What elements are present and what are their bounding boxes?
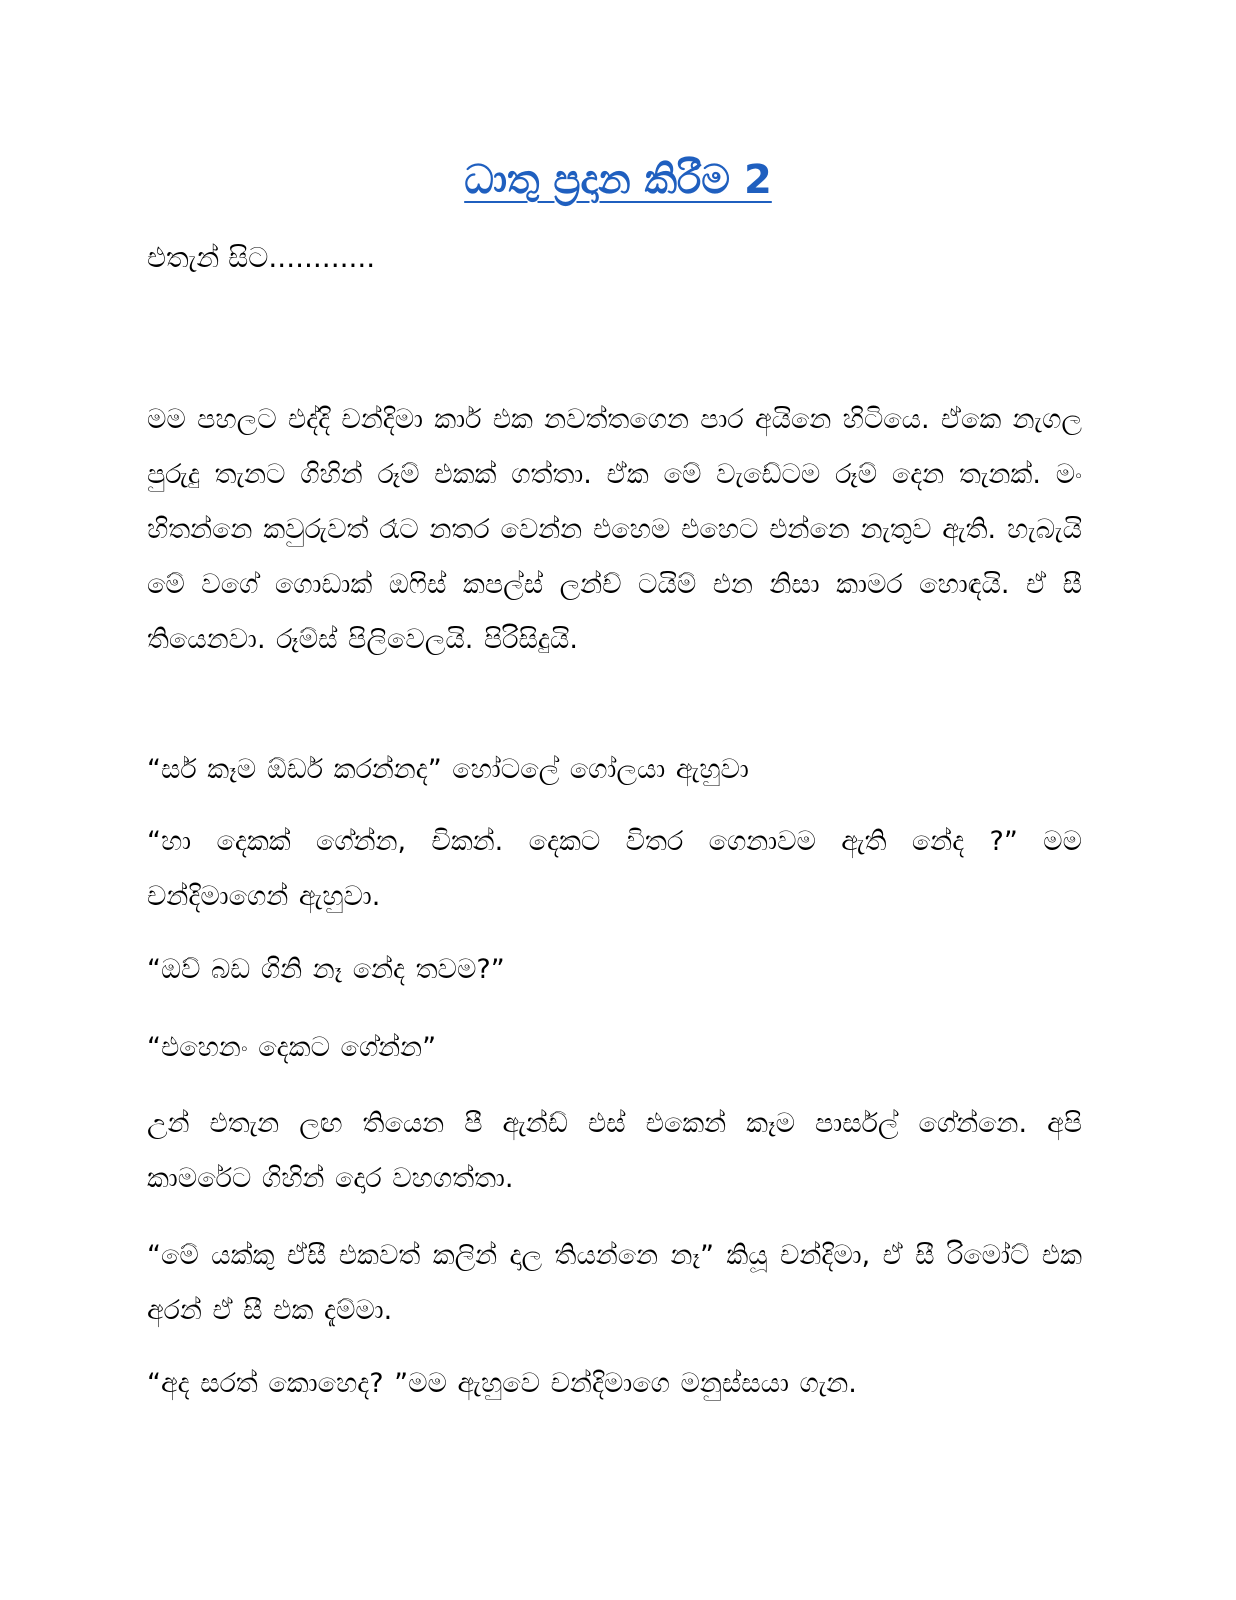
paragraph-7: “මේ යක්කු ඒසී එකවත් කලින් දාල තියන්නෙ නෑ” කියූ චන්දිමා, ඒ සී රිමෝට් එක අරන් ඒ සී එක දැම්මා.	[147, 1240, 1082, 1326]
paragraph-4: “ඔව් බඩ ගිනි නෑ නේද තවම?”	[147, 954, 505, 985]
paragraph-3: “හා දෙකක් ගේන්න, චිකන්. දෙකට විතර ගෙනාවම ඇති නේද ?” මම චන්දිමාගෙන් ඇහුවා.	[147, 826, 1082, 912]
paragraph-6: උන් එතැන ලඟ තියෙන පී ඇන්ඩ් එස් එකෙන් කෑම පාර්සල් ගේන්නෙ. අපි කාමරේට ගිහින් දොර වහගත්තා.	[147, 1108, 1082, 1194]
paragraph-8: “අද සරත් කොහෙද? ”මම ඇහුවෙ චන්දිමාගෙ මනුස්සයා ගැන.	[147, 1368, 857, 1399]
document-subtitle: එතැන් සිට............	[147, 241, 376, 274]
paragraph-1: මම පහලට එද්දි චන්දිමා කාර් එක නවත්තගෙන පාර අයිනෙ හිටියෙ. ඒකෙ නැගල පුරුදු තැනට ගිහින් රූම් එකක් ගත්තා. ඒක මේ වැඩේටම රූම් දෙන තැනක්. මං හිතන්නෙ කවුරුවත් රෑට නතර වෙන්න එහෙම එහෙට එන්නෙ නැතුව ඇති. හැබැයි මේ වගේ ගොඩාක් ඔෆිස් කපල්ස් ලන්ච් ටයිම් එන නිසා කාමර හොඳයි. ඒ සී තියෙනවා. රූම්ස් පිලිවෙලයි. පිරිසිදුයි.	[147, 404, 1082, 655]
paragraph-5: “එහෙනං දෙකට ගේන්න”	[147, 1032, 437, 1063]
paragraph-2: “සර් කෑම ඕඩර් කරන්නද” හෝටලේ ගෝලයා ඇහුවා	[147, 754, 749, 785]
document-title: ධාතු ප්‍රදාන කිරීම 2	[464, 157, 772, 203]
